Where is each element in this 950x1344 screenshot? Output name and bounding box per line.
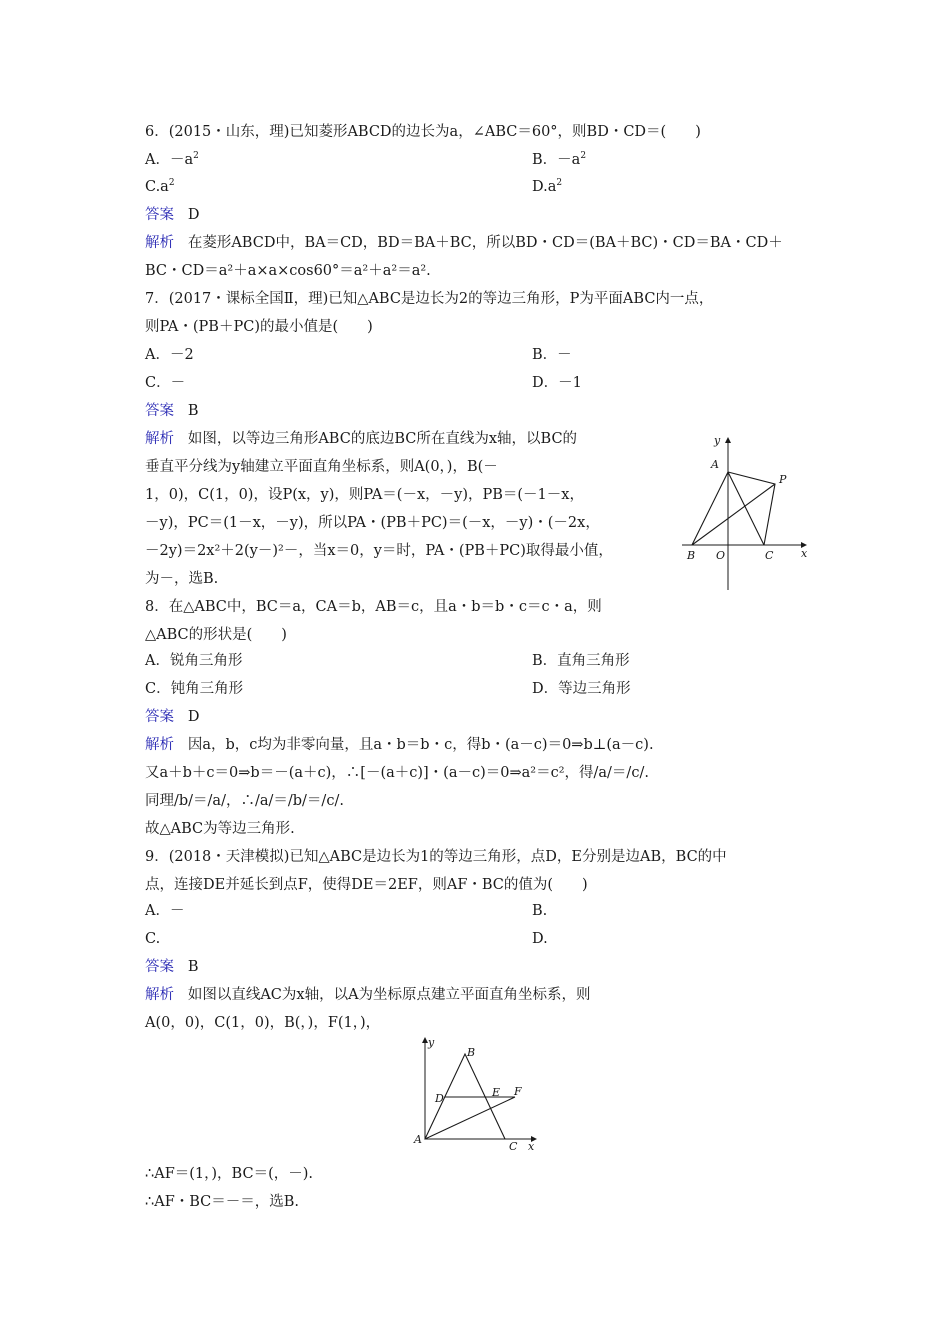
fig-label-f: F <box>514 1085 522 1098</box>
q9-coordinate-figure <box>408 1036 540 1154</box>
q7-stem-line-1: 7．(2017・课标全国Ⅱ，理)已知△ABC是边长为2的等边三角形，P为平面ABC内一点， <box>145 291 714 307</box>
q9-answer: 答案 B <box>145 959 199 975</box>
fig-label-x: x <box>801 547 808 560</box>
analysis-label: 解析 <box>145 987 174 1003</box>
q7-option-a: A．－2 <box>145 347 194 363</box>
q6-option-a: A．$-a^2$ <box>145 151 199 168</box>
q8-option-c: C．钝角三角形 <box>145 681 244 697</box>
q7-analysis-line-4: －y)，PC＝(1－x，－y)，所以PA・(PB＋PC)＝(－x，－y)・(－2x， <box>145 515 600 531</box>
q7-answer: 答案 B <box>145 403 199 419</box>
fig-label-a: A <box>414 1133 422 1146</box>
q7-analysis-line-1: 解析 如图，以等边三角形ABC的底边BC所在直线为x轴，以BC的 <box>145 431 578 447</box>
answer-label: 答案 <box>145 709 174 725</box>
fig-label-a: A <box>711 458 719 471</box>
q9-stem-line-2: 点，连接DE并延长到点F，使得DE＝2EF，则AF・BC的值为( ) <box>145 877 588 893</box>
analysis-label: 解析 <box>145 431 174 447</box>
fig-label-c: C <box>765 549 774 562</box>
fig-label-c: C <box>509 1140 518 1153</box>
q8-option-d: D．等边三角形 <box>532 681 631 697</box>
q7-option-c: C．－ <box>145 375 186 391</box>
q9-option-b: B. <box>532 903 548 919</box>
q9-option-d: D. <box>532 931 548 947</box>
q7-analysis-line-3: 1，0)，C(1，0)，设P(x，y)，则PA＝(－x，－y)，PB＝(－1－x， <box>145 487 584 503</box>
q7-coordinate-figure <box>678 432 813 592</box>
q6-option-b: B．$-a^2$ <box>532 151 587 168</box>
q8-stem-line-2: △ABC的形状是( ) <box>145 627 287 643</box>
analysis-label: 解析 <box>145 235 174 251</box>
q9-analysis-line-4: ∴AF・BC＝－＝，选B. <box>145 1194 300 1210</box>
fig-label-p: P <box>779 473 787 486</box>
answer-label: 答案 <box>145 207 174 223</box>
q9-analysis-line-1: 解析 如图以直线AC为x轴，以A为坐标原点建立平面直角坐标系，则 <box>145 987 591 1003</box>
q8-analysis-line-2: 又a＋b＋c＝0⇒b＝－(a＋c)，∴[－(a＋c)]・(a－c)＝0⇒a²＝c²，得/a/＝/c/. <box>145 765 649 781</box>
q7-analysis-line-6: 为－，选B. <box>145 571 219 587</box>
q8-option-a: A．锐角三角形 <box>145 653 243 669</box>
answer-label: 答案 <box>145 959 174 975</box>
q8-option-b: B．直角三角形 <box>532 653 630 669</box>
q8-stem-line-1: 8．在△ABC中，BC＝a，CA＝b，AB＝c，且a・b＝b・c＝c・a，则 <box>145 599 602 615</box>
answer-label: 答案 <box>145 403 174 419</box>
q8-analysis-line-3: 同理/b/＝/a/，∴/a/＝/b/＝/c/. <box>145 793 344 809</box>
fig-label-b: B <box>467 1046 476 1059</box>
q6-stem: 6．(2015・山东，理)已知菱形ABCD的边长为a，∠ABC＝60°，则BD・CD＝( ) <box>145 124 701 140</box>
q9-option-c: C. <box>145 931 161 947</box>
fig-label-y: y <box>714 434 721 447</box>
q6-answer: 答案 D <box>145 207 200 223</box>
q8-analysis-line-4: 故△ABC为等边三角形. <box>145 821 295 837</box>
fig-label-e: E <box>492 1086 501 1099</box>
q7-stem-line-2: 则PA・(PB＋PC)的最小值是( ) <box>145 319 373 335</box>
fig-label-d: D <box>435 1092 444 1105</box>
q9-option-a: A．－ <box>145 903 185 919</box>
fig-label-b: B <box>687 549 696 562</box>
fig-label-o: O <box>716 549 726 562</box>
q7-option-b: B．－ <box>532 347 572 363</box>
q8-analysis-line-1: 解析 因a，b，c均为非零向量，且a・b＝b・c，得b・(a－c)＝0⇒b⊥(a－c). <box>145 737 654 753</box>
q7-analysis-line-2: 垂直平分线为y轴建立平面直角坐标系，则A(0，)，B(－ <box>145 459 498 475</box>
q6-option-d: $D.a^2$ <box>532 178 563 195</box>
q9-analysis-line-2: A(0，0)，C(1，0)，B(，)，F(1，)， <box>145 1015 381 1031</box>
q7-option-d: D．－1 <box>532 375 582 391</box>
q7-analysis-line-5: －2y)＝2x²＋2(y－)²－，当x＝0，y＝时，PA・(PB＋PC)取得最小值， <box>145 543 613 559</box>
fig-label-y: y <box>428 1036 435 1049</box>
q6-option-c: $C.a^2$ <box>145 178 175 195</box>
q9-stem-line-1: 9．(2018・天津模拟)已知△ABC是边长为1的等边三角形，点D，E分别是边AB，BC的中 <box>145 849 727 865</box>
q9-analysis-line-3: ∴AF＝(1，)，BC＝(，－). <box>145 1166 313 1182</box>
q6-analysis-line-2: BC・CD＝a²＋a×a×cos60°＝a²＋a²＝a². <box>145 263 431 279</box>
q8-answer: 答案 D <box>145 709 200 725</box>
analysis-label: 解析 <box>145 737 174 753</box>
q6-analysis-line-1: 解析 在菱形ABCD中，BA＝CD，BD＝BA＋BC，所以BD・CD＝(BA＋BC)・CD＝BA・CD＋ <box>145 235 783 251</box>
fig-label-x: x <box>528 1140 535 1153</box>
